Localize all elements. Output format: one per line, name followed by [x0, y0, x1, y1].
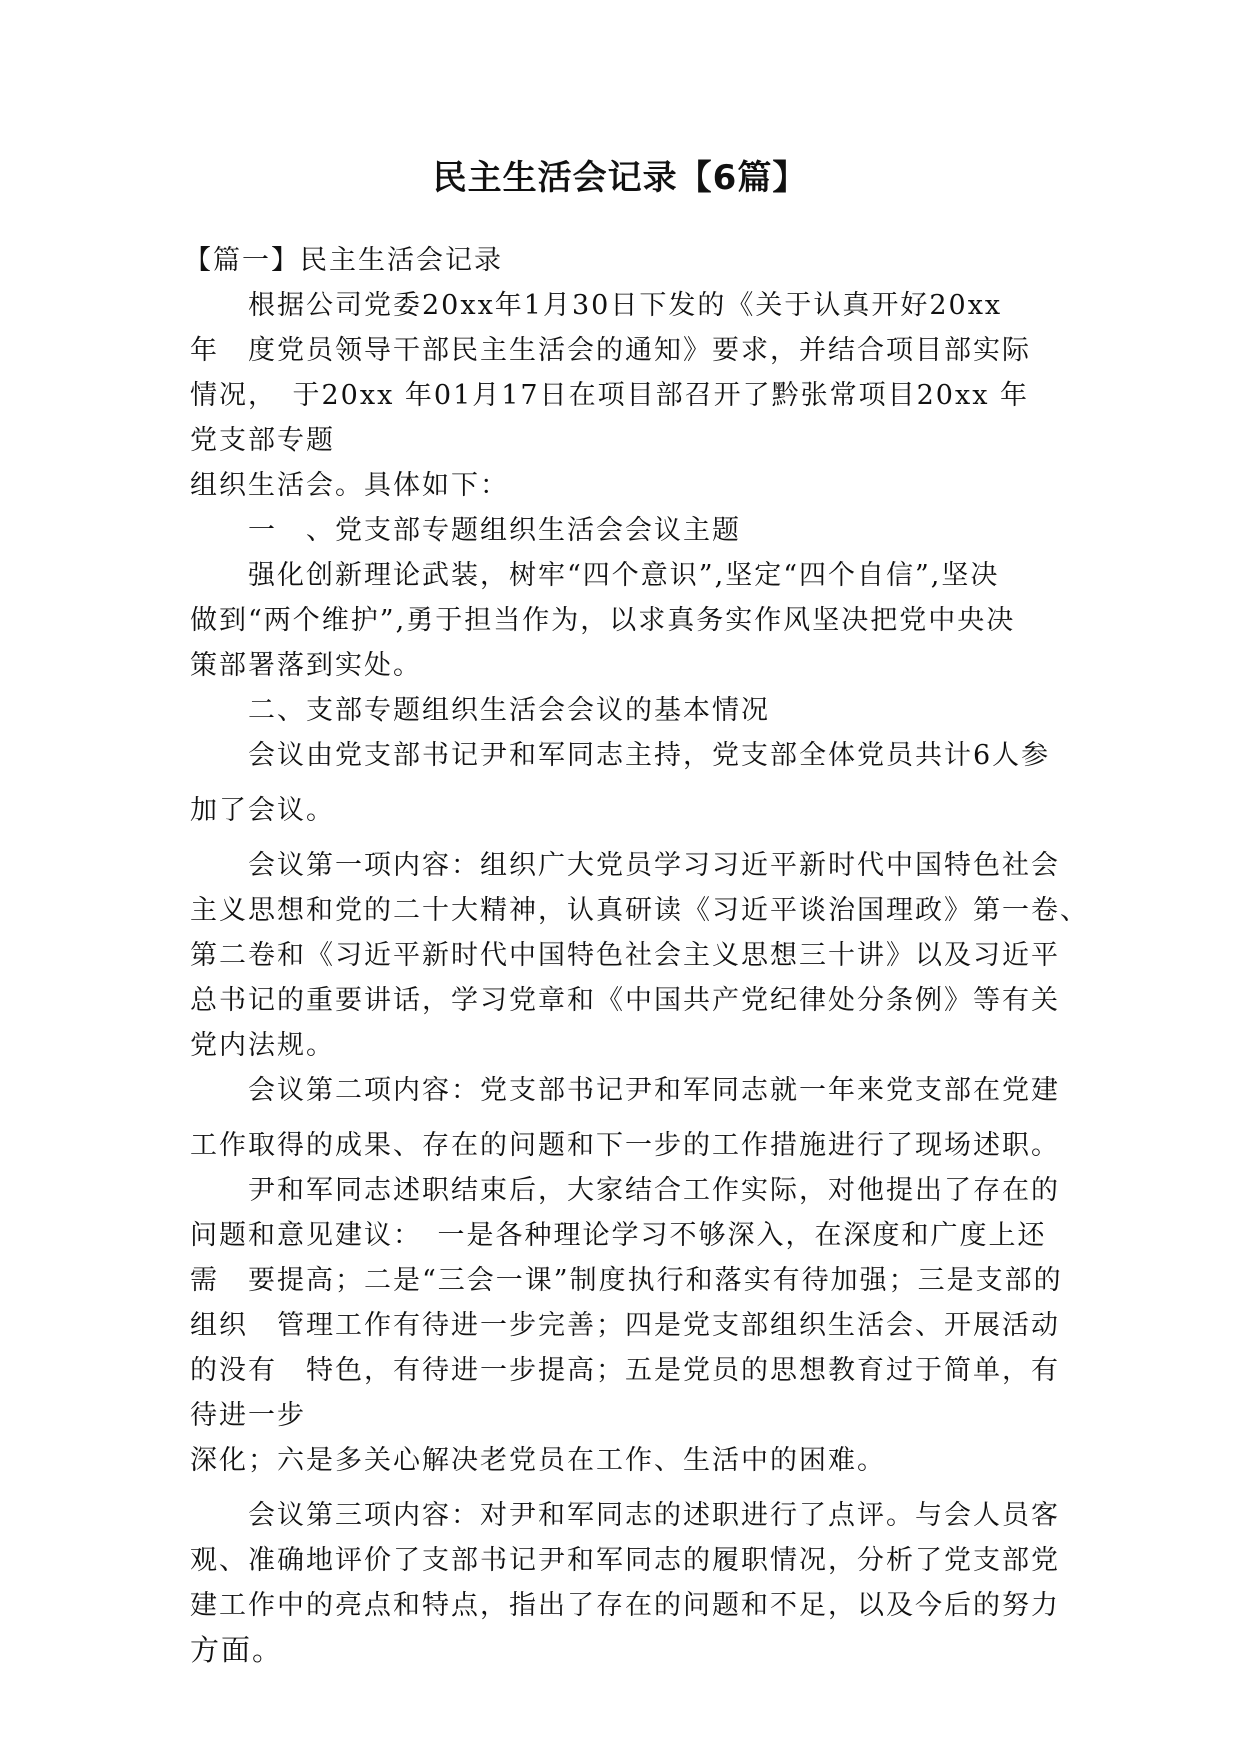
subheading: 一 、党支部专题组织生活会会议主题 [248, 515, 741, 546]
paragraph-line: 待进一步 [190, 1400, 306, 1431]
paragraph-line: 会议第二项内容：党支部书记尹和军同志就一年来党支部在党建 [248, 1075, 1060, 1106]
paragraph-line: 党支部专题 [190, 425, 335, 456]
paragraph-line: 主义思想和党的二十大精神，认真研读《习近平谈治国理政》第一卷、 [190, 895, 1089, 926]
paragraph-line: 问题和意见建议： 一是各种理论学习不够深入，在深度和广度上还 [190, 1220, 1047, 1251]
section-heading: 【篇一】民主生活会记录 [184, 245, 503, 276]
paragraph-line: 策部署落到实处。 [190, 650, 422, 681]
paragraph-line: 会议第一项内容：组织广大党员学习习近平新时代中国特色社会 [248, 850, 1060, 881]
paragraph-line: 根据公司党委20xx年1月30日下发的《关于认真开好20xx [248, 290, 1003, 321]
paragraph-line: 建工作中的亮点和特点，指出了存在的问题和不足，以及今后的努力 [190, 1590, 1060, 1621]
paragraph-line: 工作取得的成果、存在的问题和下一步的工作措施进行了现场述职。 [190, 1130, 1060, 1161]
paragraph-line: 总书记的重要讲话，学习党章和《中国共产党纪律处分条例》等有关 [190, 985, 1060, 1016]
paragraph-line: 加了会议。 [190, 795, 335, 826]
paragraph-line: 观、准确地评价了支部书记尹和军同志的履职情况，分析了党支部党 [190, 1545, 1060, 1576]
paragraph-line: 组织 管理工作有待进一步完善；四是党支部组织生活会、开展活动 [190, 1310, 1060, 1341]
paragraph-line: 方面。 [190, 1633, 284, 1667]
paragraph-line: 深化；六是多关心解决老党员在工作、生活中的困难。 [190, 1445, 886, 1476]
paragraph-line: 年 度党员领导干部民主生活会的通知》要求，并结合项目部实际 [190, 335, 1031, 366]
paragraph-line: 第二卷和《习近平新时代中国特色社会主义思想三十讲》以及习近平 [190, 940, 1060, 971]
document-title: 民主生活会记录【6篇】 [432, 158, 808, 198]
paragraph-line: 尹和军同志述职结束后，大家结合工作实际，对他提出了存在的 [248, 1175, 1060, 1206]
document-body [184, 238, 1089, 1673]
paragraph-line: 的没有 特色，有待进一步提高；五是党员的思想教育过于简单，有 [190, 1355, 1060, 1386]
paragraph-line: 党内法规。 [190, 1030, 335, 1061]
paragraph-line: 情况， 于20xx 年01月17日在项目部召开了黔张常项目20xx 年 [190, 380, 1029, 411]
paragraph-line: 会议第三项内容：对尹和军同志的述职进行了点评。与会人员客 [248, 1500, 1060, 1531]
paragraph-line: 需 要提高；二是“三会一课”制度执行和落实有待加强；三是支部的 [190, 1265, 1063, 1296]
subheading: 二、支部专题组织生活会会议的基本情况 [248, 695, 770, 726]
paragraph-line: 组织生活会。具体如下： [190, 470, 509, 501]
paragraph-line: 做到“两个维护”,勇于担当作为，以求真务实作风坚决把党中央决 [190, 605, 1016, 636]
paragraph-line: 会议由党支部书记尹和军同志主持，党支部全体党员共计6人参 [248, 740, 1051, 771]
paragraph-line: 强化创新理论武装，树牢“四个意识”,坚定“四个自信”,坚决 [248, 560, 1000, 591]
